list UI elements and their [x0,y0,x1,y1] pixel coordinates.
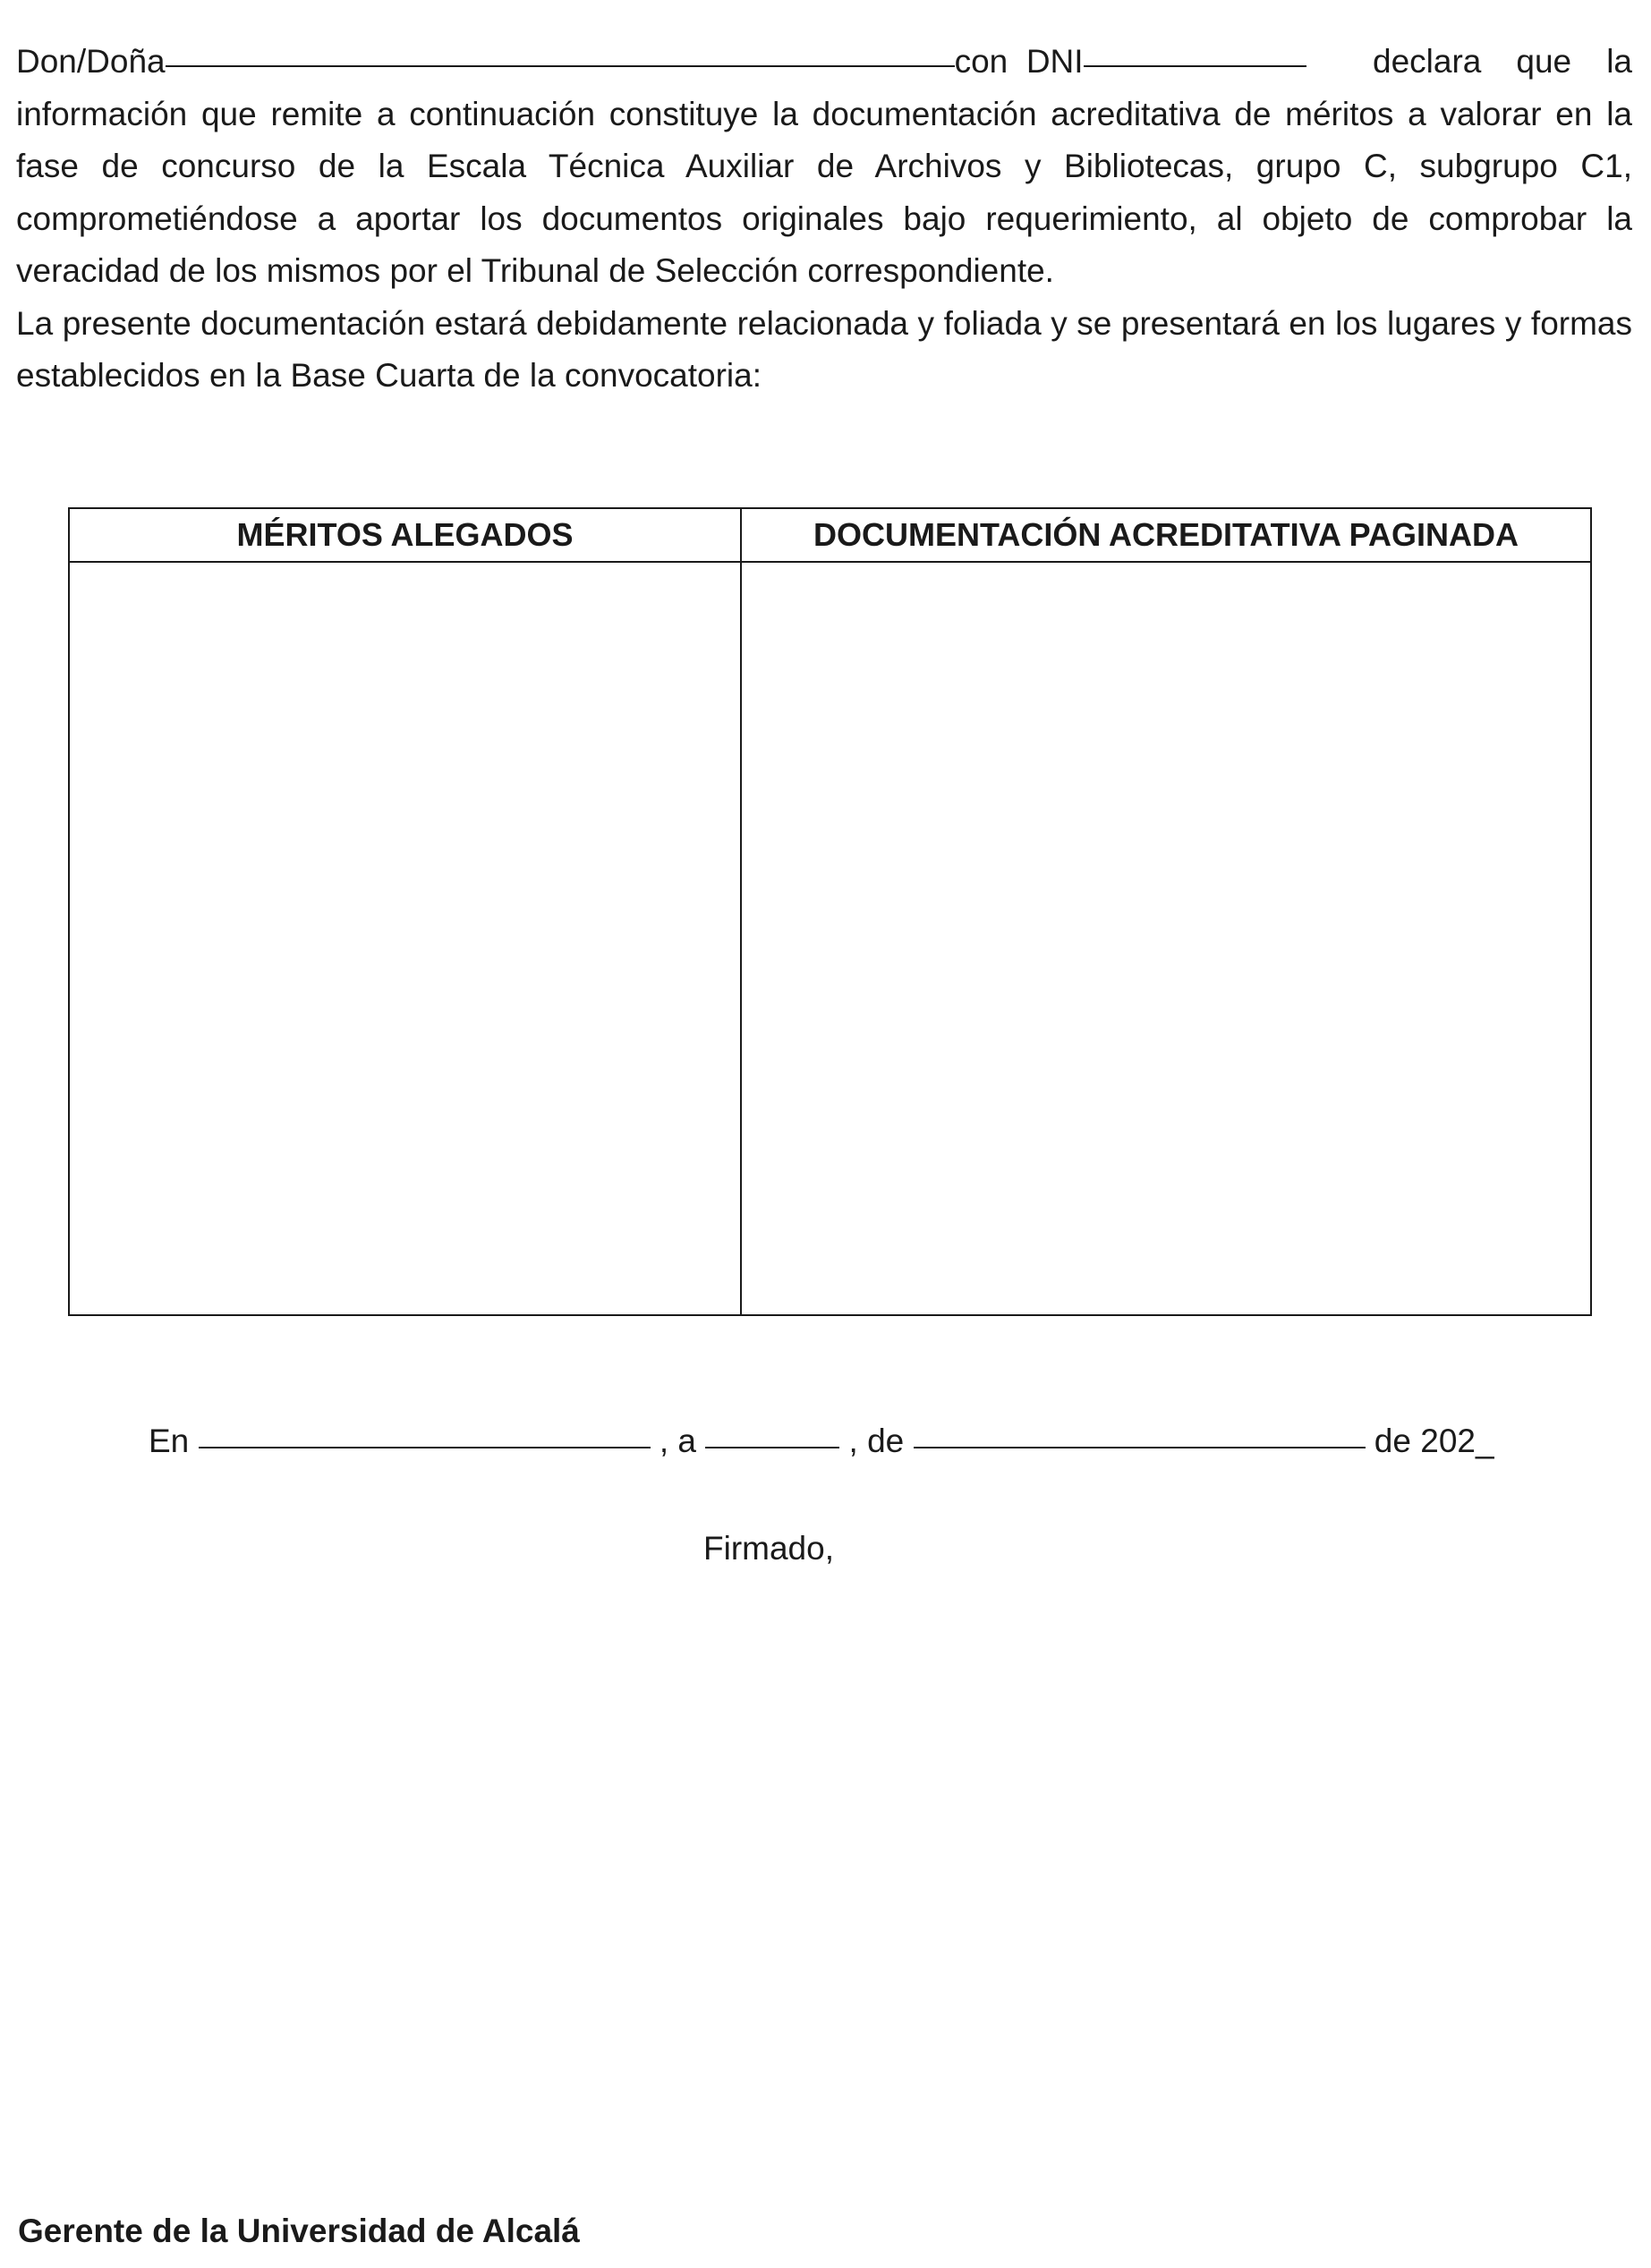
dni-label: con DNI [954,43,1084,80]
declaration-body: información que remite a continuación constituye la documentación acreditativa de méritos a valorar en la fase de concurso de la Escala Técnica Auxiliar de Archivos y Bibliotecas, grupo C, subgrupo C1, comprometiéndose a aportar los documentos originales bajo requerimiento, al objeto de comprobar la veracidad de los mismos por el Tribunal de Selección correspondiente. [16,95,1632,289]
merits-table-header-row [69,508,1591,562]
place-blank-field[interactable] [199,1447,651,1448]
year-label: de 202_ [1365,1423,1494,1459]
merits-table-row [69,562,1591,1315]
name-blank-field[interactable] [166,64,955,67]
don-dona-label: Don/Doña [16,43,166,80]
signed-label: Firmado, [703,1530,834,1567]
declaration-first-line [16,36,1632,89]
day-blank-field[interactable] [705,1447,839,1448]
de-label: , de [839,1423,914,1459]
footer-recipient: Gerente de la Universidad de Alcalá [18,2213,580,2249]
declara-que-la: declara que la [1373,43,1632,80]
header-documentacion-acreditativa: DOCUMENTACIÓN ACREDITATIVA PAGINADA [741,508,1591,562]
dni-blank-field[interactable] [1084,64,1306,67]
declaration-paragraph-2: La presente documentación estará debidamente relacionada y foliada y se presentará en los lugares y formas establecidos en la Base Cuarta de la convocatoria: [16,304,1632,394]
en-label: En [149,1423,199,1459]
merits-table [68,507,1592,1316]
meritos-alegados-cell[interactable] [69,562,741,1315]
month-blank-field[interactable] [914,1447,1366,1448]
documentacion-acreditativa-cell[interactable] [741,562,1591,1315]
a-label: , a [650,1423,706,1459]
declaration-text [16,36,1632,403]
header-meritos-alegados: MÉRITOS ALEGADOS [69,508,741,562]
place-date-line [149,1423,1494,1460]
